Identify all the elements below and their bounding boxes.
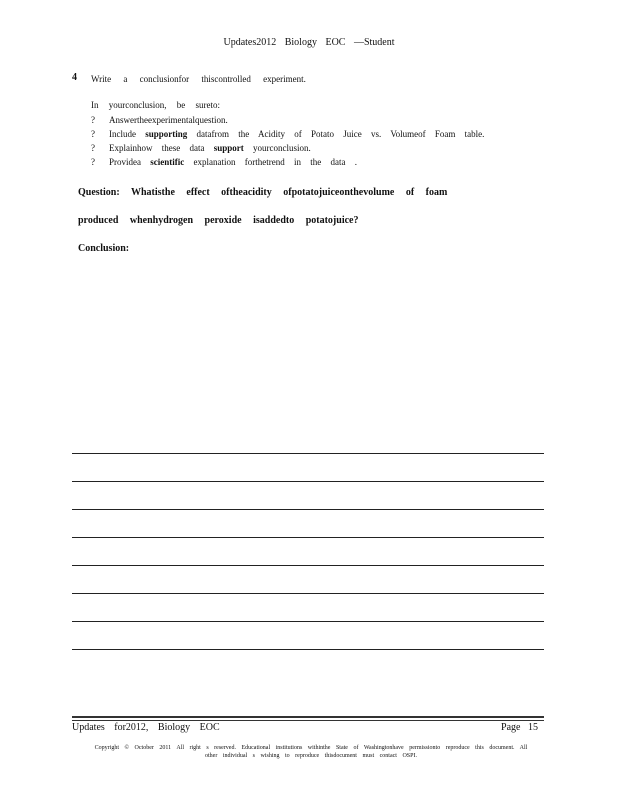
list-item bbox=[91, 127, 484, 141]
experimental-question-line-1: Question: Whatisthe effect oftheacidity ofpotatojuiceonthevolume of foam bbox=[78, 187, 448, 198]
experimental-question-line-2: produced whenhydrogen peroxide isaddedto potatojuice? bbox=[78, 215, 359, 226]
list-item bbox=[91, 113, 484, 127]
instruction-list bbox=[91, 113, 484, 169]
copyright-notice: Copyright © October 2011 All right s reserved. Educational institutions withinthe State of Washingtonhave permissionto reproduce this document. All other individual s wishing to reproduce thisdocument must contact OSPI. bbox=[94, 745, 528, 759]
answer-line[interactable] bbox=[72, 621, 544, 622]
question-prompt: Write a conclusionfor thiscontrolled experiment. bbox=[91, 74, 306, 84]
answer-line[interactable] bbox=[72, 565, 544, 566]
bullet-text: Include supporting datafrom the Acidity of Potato Juice vs. Volumeof Foam table. bbox=[109, 129, 485, 139]
answer-line[interactable] bbox=[72, 509, 544, 510]
instructions-intro: In yourconclusion, be sureto: bbox=[91, 100, 220, 110]
page-header: Updates2012 Biology EOC —Student bbox=[223, 37, 395, 48]
answer-line[interactable] bbox=[72, 593, 544, 594]
bullet-text: Providea scientific explanation forthetrend in the data . bbox=[109, 157, 357, 167]
list-item bbox=[91, 155, 484, 169]
answer-line[interactable] bbox=[72, 537, 544, 538]
footer-title: Updates for2012, Biology EOC bbox=[72, 722, 220, 733]
bullet-icon: ? bbox=[91, 115, 95, 125]
bullet-icon: ? bbox=[91, 157, 95, 167]
answer-line[interactable] bbox=[72, 649, 544, 650]
conclusion-label: Conclusion: bbox=[78, 243, 130, 254]
bullet-text: Explainhow these data support yourconclusion. bbox=[109, 143, 311, 153]
bullet-text: Answertheexperimentalquestion. bbox=[109, 115, 228, 125]
bullet-icon: ? bbox=[91, 129, 95, 139]
answer-line[interactable] bbox=[72, 453, 544, 454]
page-number: Page 15 bbox=[501, 722, 538, 733]
answer-line[interactable] bbox=[72, 481, 544, 482]
footer-divider bbox=[72, 716, 544, 721]
question-number: 4 bbox=[72, 72, 77, 83]
list-item bbox=[91, 141, 484, 155]
bullet-icon: ? bbox=[91, 143, 95, 153]
